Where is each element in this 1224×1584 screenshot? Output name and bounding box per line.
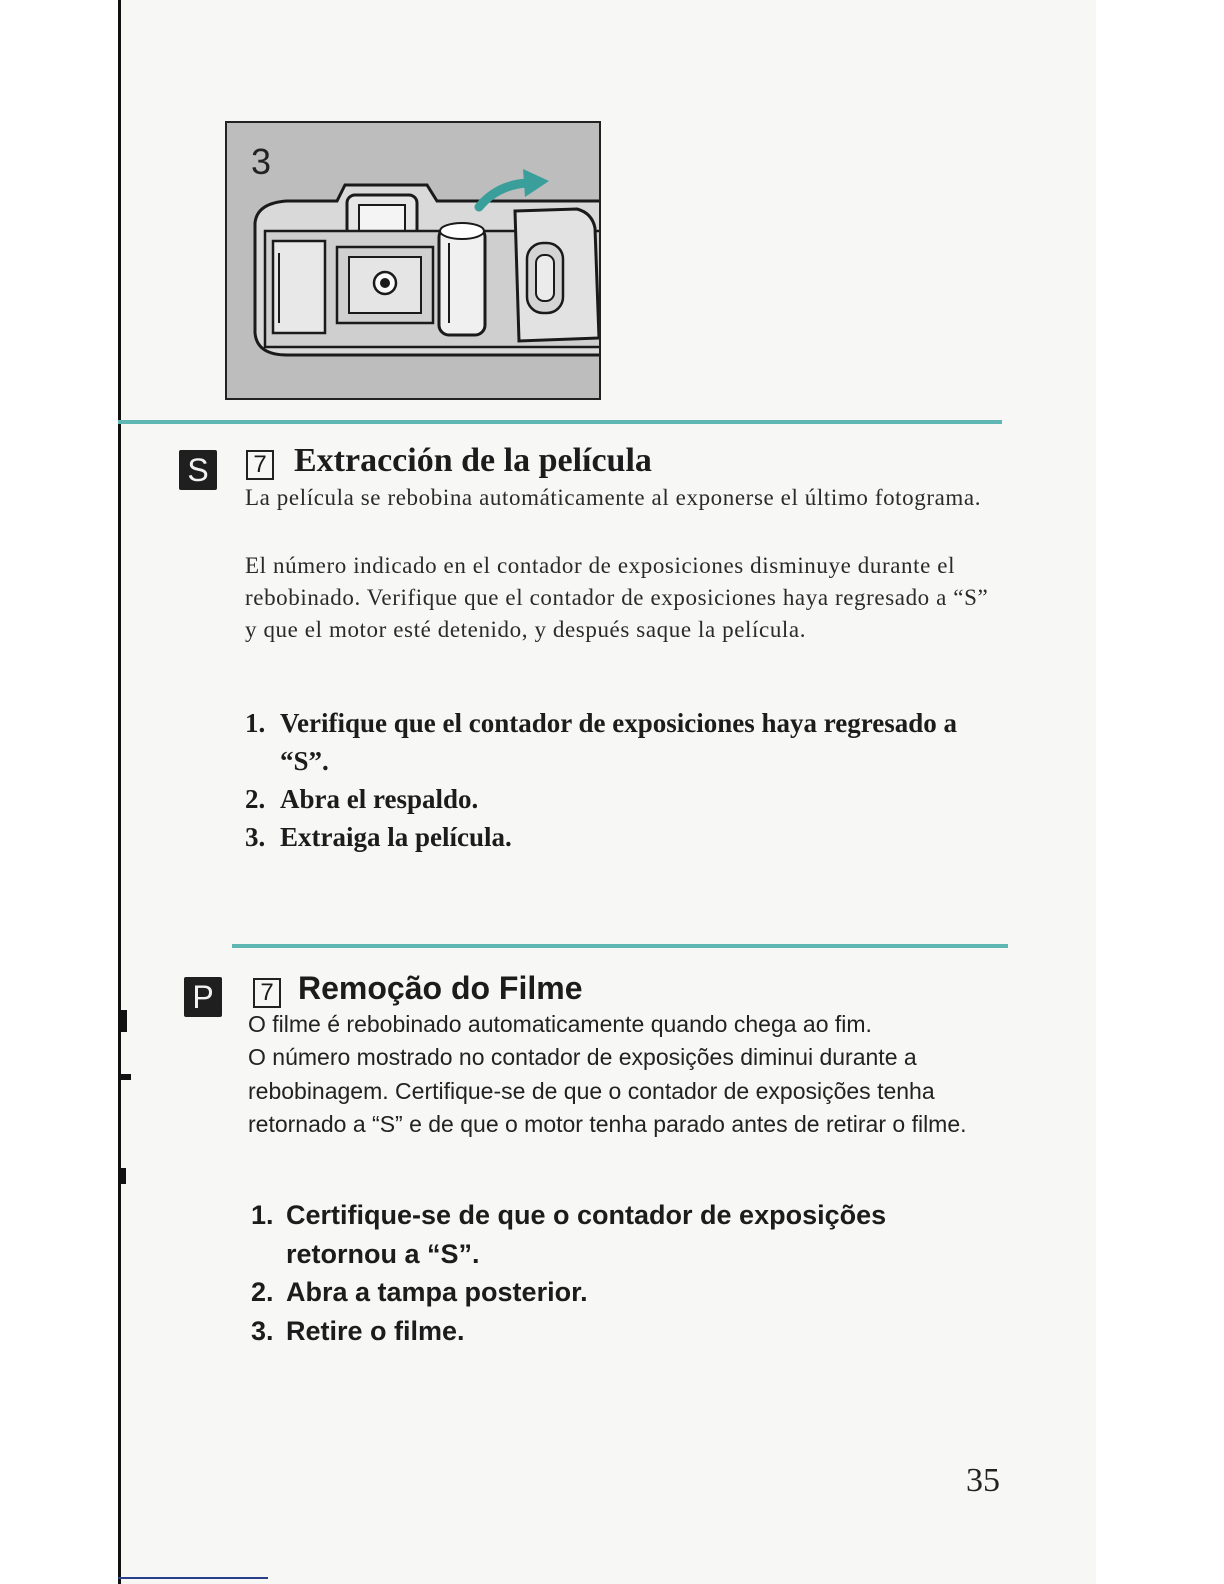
scan-mark — [121, 1010, 127, 1032]
list-item-text: Retire o filme. — [286, 1315, 465, 1346]
camera-illustration — [225, 121, 601, 400]
list-item — [245, 780, 965, 818]
list-item — [245, 704, 965, 780]
list-item-number: 3. — [251, 1315, 274, 1346]
list-item-number: 3. — [245, 822, 266, 852]
language-badge-pt: P — [184, 977, 222, 1017]
list-item-number: 1. — [251, 1200, 274, 1230]
list-item — [251, 1196, 991, 1273]
list-item-number: 2. — [245, 784, 266, 814]
paragraph-pt-1: O filme é rebobinado automaticamente quando chega ao fim. — [248, 1011, 872, 1037]
scan-edge — [118, 0, 121, 1584]
paragraph-es-1: La película se rebobina automáticamente al exponerse el último fotograma. — [245, 485, 982, 510]
section-divider-pt — [232, 944, 1008, 948]
list-item-text: Verifique que el contador de exposiciones haya regresado a “S”. — [280, 708, 958, 776]
step-number-box-pt: 7 — [253, 978, 281, 1008]
paragraph-pt-2: O número mostrado no contador de exposições diminui durante a rebobinagem. Certifique-se de que o contador de exposições tenha retornado a “S” e de que o motor tenha parado antes de retirar o filme. — [248, 1044, 967, 1137]
section-divider-es — [118, 420, 1002, 424]
list-item-text: Abra a tampa posterior. — [286, 1277, 588, 1307]
list-item-text: Certifique-se de que o contador de exposições retornou a “S”. — [286, 1200, 887, 1269]
list-item-text: Abra el respaldo. — [280, 784, 479, 814]
list-item-number: 1. — [245, 708, 266, 738]
steps-list-es — [245, 704, 965, 856]
camera-open-back-drawing — [227, 123, 599, 398]
list-item — [245, 818, 965, 856]
section-title-pt: Remoção do Filme — [298, 970, 583, 1006]
list-item-number: 2. — [251, 1277, 274, 1307]
list-item-text: Extraiga la película. — [280, 822, 512, 852]
list-item — [251, 1273, 991, 1312]
scan-mark — [121, 1168, 126, 1184]
section-title-es: Extracción de la película — [294, 442, 652, 479]
step-number-box-es: 7 — [246, 450, 274, 480]
scan-mark — [121, 1074, 131, 1080]
figure-number: 3 — [251, 141, 272, 182]
paragraph-es-2: El número indicado en el contador de exposiciones disminuye durante el rebobinado. Verifique que el contador de exposiciones haya regresado a “S” y que el motor esté detenido, y después saque la película. — [245, 553, 989, 642]
steps-list-pt — [251, 1196, 991, 1350]
page-number: 35 — [966, 1462, 1000, 1499]
list-item — [251, 1312, 991, 1351]
bottom-edge-line — [118, 1577, 268, 1579]
language-badge-es: S — [179, 450, 217, 490]
